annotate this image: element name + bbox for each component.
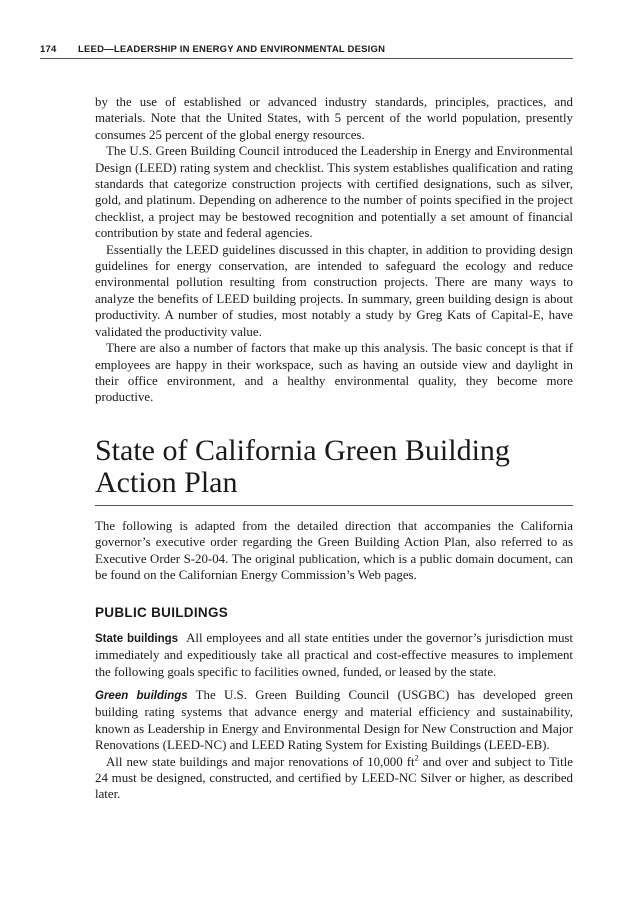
new-buildings-text-before: All new state buildings and major renovations of 10,000 ft: [106, 754, 415, 769]
section-intro: The following is adapted from the detailed direction that accompanies the California governor’s executive order regarding the Green Building Action Plan, also referred to as Executive Order S-20-04. The original publication, which is a public domain document, can be found on the Californian Energy Commission’s Web pages.: [95, 518, 573, 582]
paragraph-productivity-factors: There are also a number of factors that make up this analysis. The basic concept is that if employees are happy in their workspace, such as having an outside view and daylight in their office environment, and a healthy environmental quality, they become more productive.: [95, 341, 573, 405]
section-title: [95, 435, 573, 506]
public-buildings-heading: PUBLIC BUILDINGS: [95, 605, 229, 621]
running-head-title: LEED—LEADERSHIP IN ENERGY AND ENVIRONMENTAL DESIGN: [78, 44, 386, 55]
paragraph-usgbc-intro: The U.S. Green Building Council introduced the Leadership in Energy and Environmental Design (LEED) rating system and checklist. This system establishes qualification and rating standards that categorize construction projects with certified designations, such as silver, gold, and platinum. Depending on adherence to the number of points specified in the project checklist, a project may be bestowed recognition and potentially a set amount of financial contribution by state and federal agencies.: [95, 144, 573, 241]
green-buildings-paragraph: [95, 687, 573, 754]
paragraph-continued: by the use of established or advanced industry standards, principles, practices, and materials. Note that the United States, with 5 percent of the world population, presently consumes 25 percent of the global energy resources.: [95, 95, 573, 142]
green-buildings-label: Green buildings: [95, 689, 188, 702]
superscript-two: 2: [414, 753, 419, 763]
section-title-line2: Action Plan: [95, 465, 238, 499]
page-content: [95, 94, 573, 803]
paragraph-leed-guidelines: Essentially the LEED guidelines discussed in this chapter, in addition to providing design guidelines for energy conservation, are intended to safeguard the ecology and reduce environmental pollution resulting from construction projects. There are many ways to analyze the benefits of LEED building projects. In summary, green building design is about productivity. A number of studies, most notably a study by Greg Kats of Capital-E, have validated the productivity value.: [95, 242, 573, 339]
state-buildings-label: State buildings: [95, 632, 179, 645]
running-head: [40, 44, 573, 59]
green-buildings-text: The U.S. Green Building Council (USGBC) has developed green building rating systems that advance energy and material efficiency and sustainability, known as Leadership in Energy and Environmental Design for New Construction and Major Renovations (LEED-NC) and LEED Rating System for Existing Buildings (LEED-EB).: [95, 687, 573, 753]
section-title-line1: State of California Green Building: [95, 433, 510, 467]
new-buildings-text-after: and over and subject to Title 24 must be designed, constructed, and certified by LEED-NC Silver or higher, as described later.: [95, 754, 573, 802]
state-buildings-text: All employees and all state entities under the governor’s jurisdiction must immediately and expeditiously take all practical and cost-effective measures to implement the following goals specific to facilities owned, funded, or leased by the state.: [95, 630, 574, 679]
state-buildings-paragraph: [95, 630, 573, 680]
page-number: 174: [40, 44, 57, 55]
new-buildings-paragraph: [95, 754, 573, 803]
